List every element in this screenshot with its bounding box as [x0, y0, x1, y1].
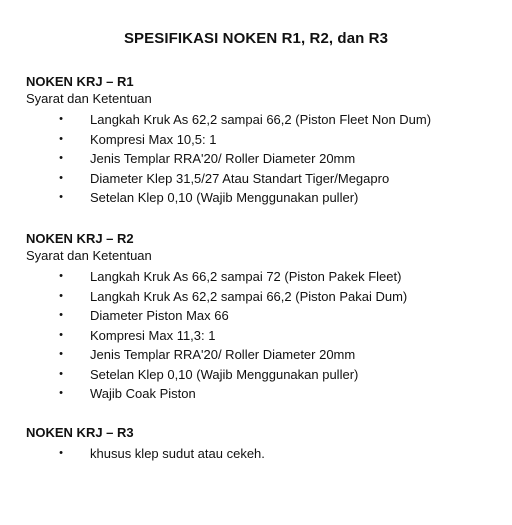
bullet-icon: • [59, 289, 63, 302]
list-item [26, 169, 496, 189]
requirement-list [26, 444, 496, 464]
list-item [26, 444, 496, 464]
list-item-text: Wajib Coak Piston [90, 386, 196, 401]
list-item [26, 365, 496, 385]
list-item-text: Jenis Templar RRA'20/ Roller Diameter 20mm [90, 151, 356, 166]
bullet-icon: • [59, 152, 63, 164]
list-item [26, 345, 496, 365]
section-noken-r2 [26, 230, 496, 404]
list-item [26, 130, 496, 150]
list-item-text: Diameter Piston Max 66 [90, 308, 229, 323]
list-item [26, 306, 496, 326]
list-item-text: Langkah Kruk As 62,2 sampai 66,2 (Piston Fleet Non Dum) [90, 112, 432, 127]
bullet-icon: • [59, 270, 63, 282]
bullet-icon: • [59, 447, 63, 459]
list-item-text: Kompresi Max 10,5: 1 [90, 131, 217, 147]
bullet-icon: • [59, 328, 63, 341]
bullet-icon: • [59, 387, 63, 399]
list-item-text: Setelan Klep 0,10 (Wajib Menggunakan puller) [90, 190, 359, 205]
bullet-icon: • [59, 113, 63, 125]
section-heading: NOKEN KRJ – R2 [26, 231, 134, 246]
bullet-icon: • [59, 171, 63, 184]
section-subtitle: Syarat dan Ketentuan [26, 91, 152, 106]
list-item-text: Kompresi Max 11,3: 1 [90, 327, 216, 343]
bullet-icon: • [59, 367, 63, 380]
list-item [26, 267, 496, 287]
requirement-list [26, 267, 496, 404]
document-title: SPESIFIKASI NOKEN R1, R2, dan R3 [123, 30, 389, 47]
section-noken-r1 [26, 73, 496, 208]
requirement-list [26, 110, 496, 208]
list-item [26, 384, 496, 404]
list-item-text: Diameter Klep 31,5/27 Atau Standart Tiger/Megapro [90, 170, 390, 186]
section-heading: NOKEN KRJ – R1 [26, 74, 134, 89]
list-item [26, 110, 496, 130]
list-item-text: Langkah Kruk As 66,2 sampai 72 (Piston Pakek Fleet) [90, 269, 402, 284]
list-item [26, 149, 496, 169]
section-subtitle: Syarat dan Ketentuan [26, 248, 152, 263]
bullet-icon: • [59, 309, 63, 321]
list-item-text: khusus klep sudut atau cekeh. [90, 446, 265, 461]
list-item [26, 326, 496, 346]
list-item [26, 188, 496, 208]
bullet-icon: • [59, 348, 63, 360]
section-heading: NOKEN KRJ – R3 [26, 425, 134, 440]
bullet-icon: • [59, 132, 63, 145]
list-item-text: Jenis Templar RRA'20/ Roller Diameter 20mm [90, 347, 356, 362]
list-item-text: Setelan Klep 0,10 (Wajib Menggunakan puller) [90, 366, 359, 382]
section-noken-r3 [26, 424, 496, 464]
bullet-icon: • [59, 191, 63, 203]
list-item [26, 287, 496, 307]
list-item-text: Langkah Kruk As 62,2 sampai 66,2 (Piston Pakai Dum) [90, 288, 408, 304]
